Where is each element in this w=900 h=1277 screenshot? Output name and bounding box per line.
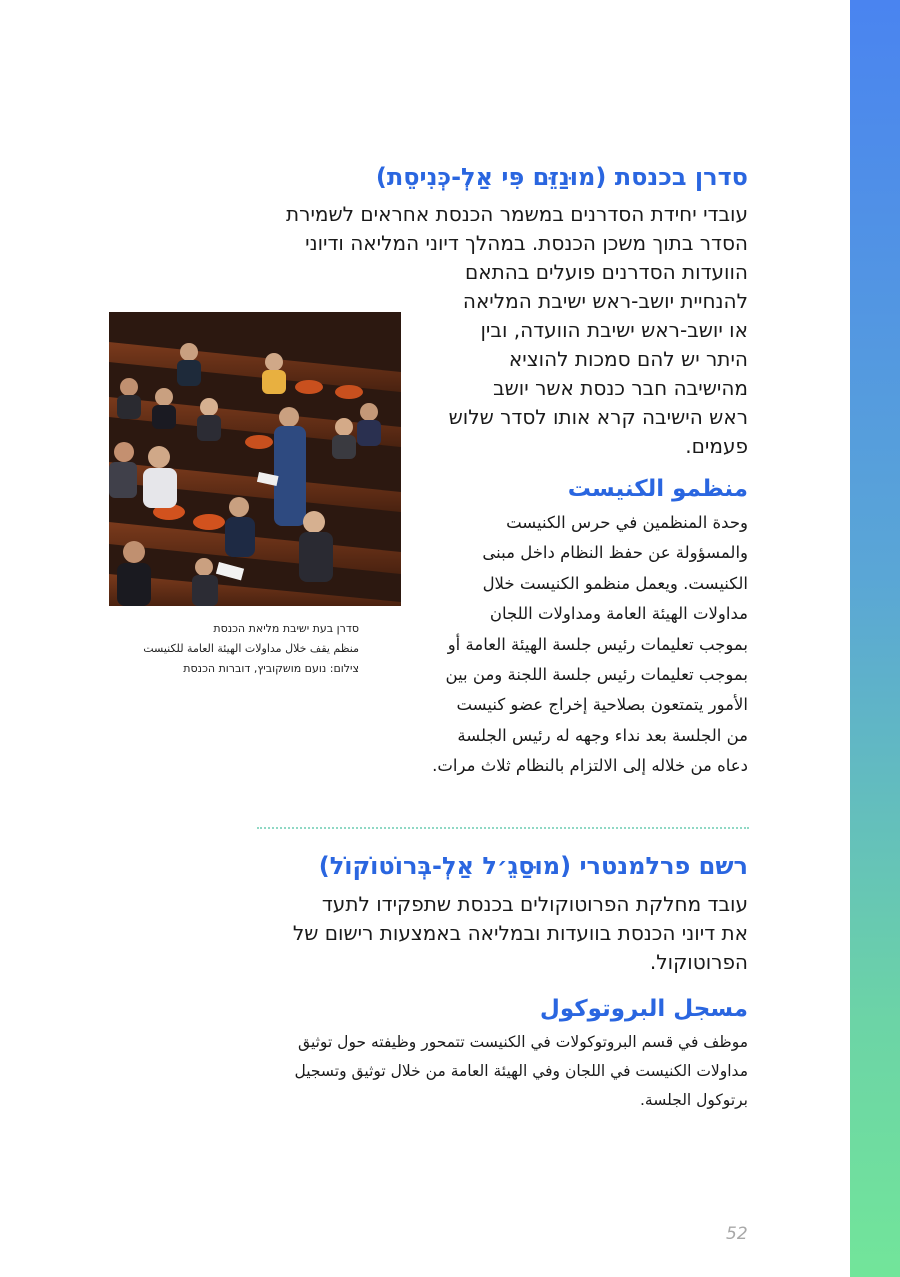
section-divider bbox=[257, 827, 749, 829]
text-line: הוועדות הסדרנים פועלים בהתאם bbox=[464, 260, 748, 284]
text-line: את דיוני הכנסת בוועדות ובמליאה באמצעות רישום של bbox=[292, 921, 748, 945]
text-line: برتوكول الجلسة. bbox=[640, 1091, 748, 1109]
text-line: مداولات الكنيست في اللجان وفي الهيئة العامة من خلال توثيق وتسجيل bbox=[294, 1062, 748, 1080]
ushers-ar-heading: منظمو الكنيست bbox=[567, 476, 748, 502]
usher-heading: סדרן בכנסת (מוּנַזֵּם פִּי אַלְ-כְּנִיסֵת) bbox=[375, 163, 748, 191]
text-line: להנחיית יושב-ראש ישיבת המליאה bbox=[462, 289, 748, 313]
text-line: دعاه من خلاله إلى الالتزام بالنظام ثلاث مرات. bbox=[432, 756, 748, 776]
recorder-ar-text bbox=[295, 1028, 749, 1115]
text-line: وحدة المنظمين في حرس الكنيست bbox=[506, 513, 748, 532]
text-line: ראש הישיבה קרא אותו לסדר שלוש bbox=[448, 405, 748, 429]
text-line: من الجلسة بعد نداء وجهه له رئيس الجلسة bbox=[457, 725, 748, 745]
text-line: מהישיבה חבר כנסת אשר יושב bbox=[493, 376, 748, 400]
text-line: والمسؤولة عن حفظ النظام داخل مبنى bbox=[482, 543, 748, 563]
page-number: 52 bbox=[726, 1224, 748, 1244]
recorder-text bbox=[293, 890, 748, 977]
recorder-heading: רשם פרלמנטרי (מוּסַגֵ׳ל אַלְ-בְּרוֹטוֹקוֹל) bbox=[318, 852, 748, 880]
text-line: مداولات الهيئة العامة ومداولات اللجان bbox=[489, 604, 748, 624]
text-line: עובדי יחידת הסדרנים במשמר הכנסת אחראים לשמירת bbox=[286, 202, 748, 226]
text-line: או יושב-ראש ישיבת הוועדה, ובין bbox=[480, 318, 748, 342]
ushers-ar-text bbox=[432, 508, 748, 782]
text-line: עובד מחלקת הפרוטוקולים בכנסת שתפקידו לתעד bbox=[321, 892, 748, 916]
caption-line: منظم يقف خلال مداولات الهيئة العامة للكنيست bbox=[143, 642, 359, 655]
text-line: بموجب تعليمات رئيس جلسة الهيئة العامة أو bbox=[447, 634, 748, 654]
plenum-session-photo bbox=[109, 312, 401, 606]
text-line: פעמים. bbox=[685, 434, 748, 458]
text-line: بموجب تعليمات رئيس جلسة اللجنة ومن بين bbox=[445, 665, 748, 685]
text-line: موظف في قسم البروتوكولات في الكنيست تتمحور وظيفته حول توثيق bbox=[298, 1033, 748, 1051]
text-line: היתר יש להם סמכות להוציא bbox=[508, 347, 748, 371]
caption-line: צילום: נועם מושקוביץ, דוברות הכנסת bbox=[183, 662, 359, 675]
caption-line: סדרן בעת ישיבת מליאת הכנסת bbox=[213, 622, 359, 635]
decorative-gradient-sidebar bbox=[850, 0, 900, 1277]
text-line: الكنيست. ويعمل منظمو الكنيست خلال bbox=[482, 573, 748, 593]
text-line: הסדר בתוך משכן הכנסת. במהלך דיוני המליאה ודיוני bbox=[305, 231, 748, 255]
text-line: الأمور يتمتعون بصلاحية إخراج عضو كنيست bbox=[456, 695, 748, 715]
photo-caption bbox=[109, 619, 359, 679]
recorder-ar-heading: مسجل البروتوكول bbox=[539, 996, 748, 1022]
text-line: הפרוטוקול. bbox=[649, 950, 748, 974]
